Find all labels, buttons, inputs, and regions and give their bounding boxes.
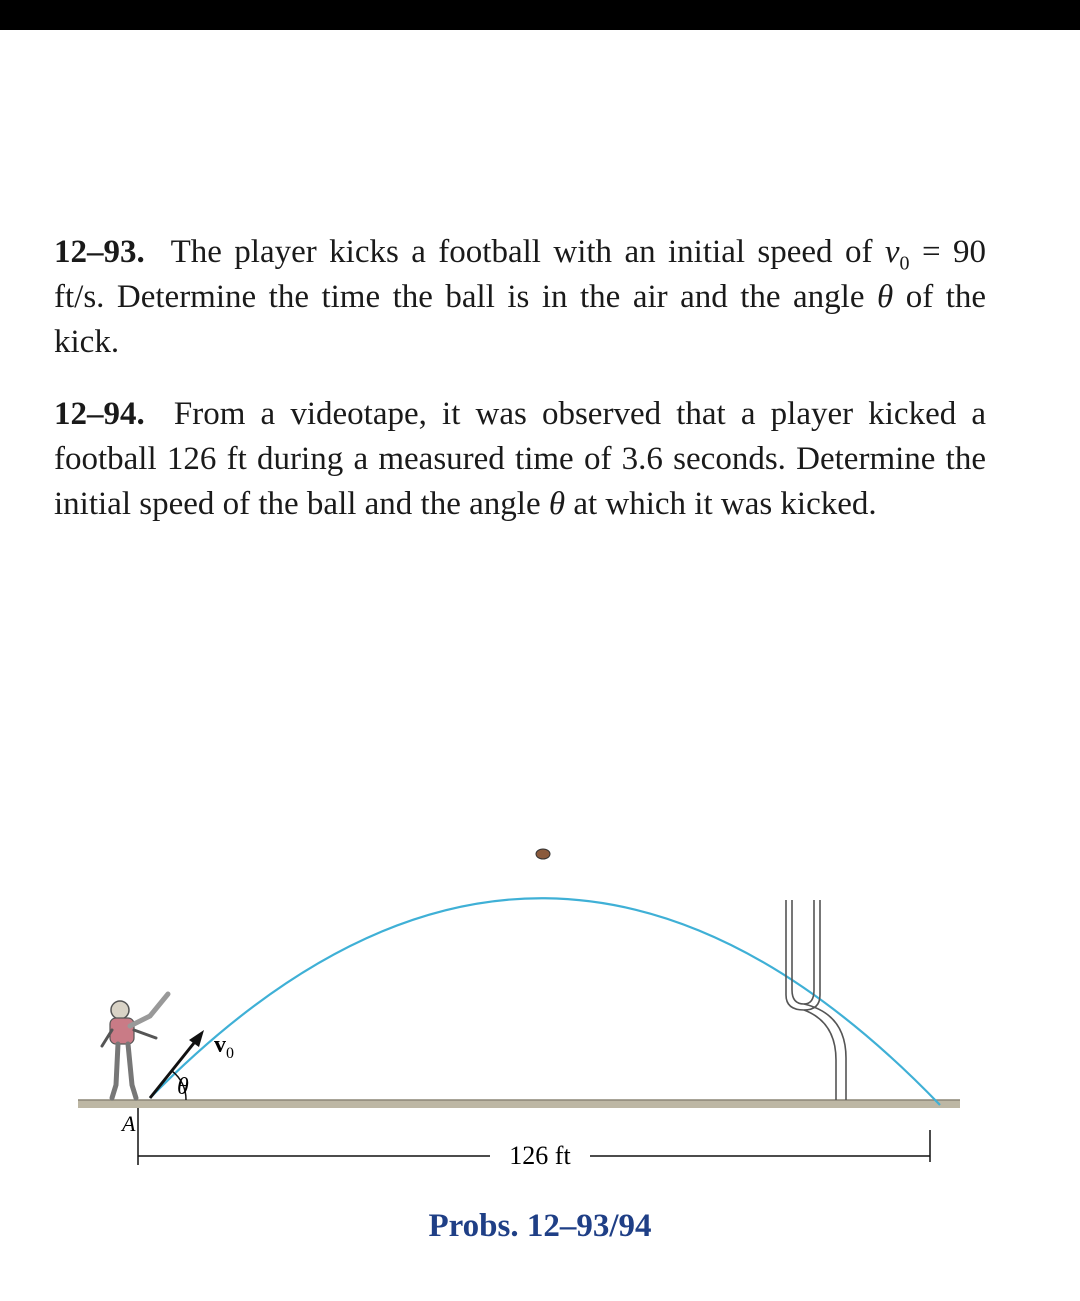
problem-number: 12–93. (54, 234, 145, 270)
problem-text-part-b: at which it was kicked. (573, 486, 877, 522)
trajectory-curve (150, 898, 940, 1105)
problem-text-part-a: From a videotape, it was observed that a player kicked a football 126 ft during a measured time of 3.6 seconds. Determine the initial speed of the ball and the angle (54, 396, 987, 522)
problem-number: 12–94. (54, 396, 145, 432)
point-A-label: A (122, 1111, 136, 1136)
goal-post-icon (786, 900, 846, 1100)
ground (78, 1100, 960, 1108)
problem-12-93 (54, 230, 986, 365)
theta-symbol: θ (548, 486, 566, 522)
football-icon (536, 849, 550, 859)
angle-label: θ (177, 1074, 189, 1100)
problem-text-line2: = 90 ft/s. Determine the time the ball is in the air and the angle (54, 234, 986, 315)
velocity-symbol: v (884, 234, 900, 270)
problem-text-line3: of the kick. (54, 279, 987, 360)
top-black-bar (0, 0, 1080, 30)
velocity-arrow (150, 1038, 198, 1098)
distance-label: 126 ft (509, 1141, 571, 1170)
problem-text-line1: The player kicks a football with an initial speed of (170, 234, 873, 270)
problem-12-94 (54, 392, 986, 527)
velocity-subscript: 0 (899, 252, 910, 275)
figure-football-trajectory (0, 800, 1080, 1180)
theta-symbol: θ (877, 279, 894, 315)
velocity-label: $v_0$ (214, 1032, 234, 1062)
figure-caption: Probs. 12–93/94 (428, 1208, 652, 1244)
kicker-player-icon (102, 994, 168, 1098)
